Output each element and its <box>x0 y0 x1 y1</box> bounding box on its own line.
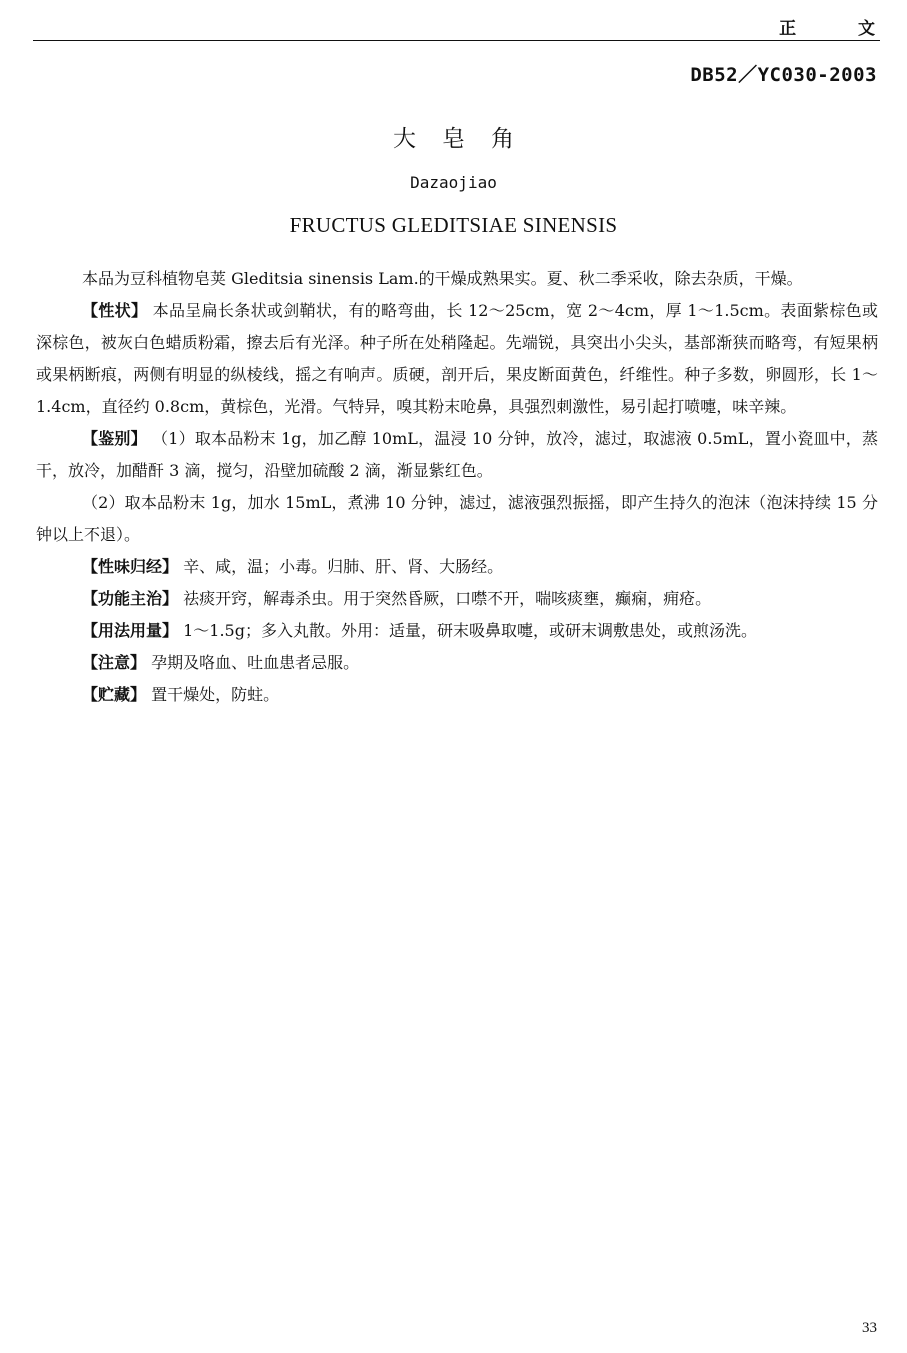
character-label: 【性状】 <box>82 301 148 320</box>
intro-paragraph: 本品为豆科植物皂荚 Gleditsia sinensis Lam.的干燥成熟果实。夏、秋二季采收，除去杂质，干燥。 <box>82 269 803 288</box>
identification-text: （1）取本品粉末 1g，加乙醇 10mL，温浸 10 分钟，放冷，滤过，取滤液 0.5mL，置小瓷皿中，蒸干，放冷，加醋酐 3 滴，搅匀，沿壁加硫酸 2 滴，渐显紫红色。 <box>36 429 878 480</box>
character-text: 本品呈扁长条状或剑鞘状，有的略弯曲，长 12～25cm，宽 2～4cm，厚 1～1.5cm。表面紫棕色或深棕色，被灰白色蜡质粉霜，擦去后有光泽。种子所在处稍隆起。先端锐，具突出小尖头，基部渐狭而略弯，有短果柄或果柄断痕，两侧有明显的纵棱线，摇之有响声。质硬，剖开后，果皮断面黄色，纤维性。种子多数，卵圆形，长 1～1.4cm，直径约 0.8cm，黄棕色，光滑。气特异，嗅其粉末呛鼻，具强烈刺激性，易引起打喷嚏，味辛辣。 <box>36 301 878 416</box>
title-pinyin: Dazaojiao <box>410 173 497 192</box>
section-label: 正 文 <box>779 19 903 39</box>
nature-paragraph <box>36 551 878 583</box>
function-paragraph <box>36 583 878 615</box>
identification-paragraph <box>36 423 878 487</box>
character-paragraph <box>36 295 878 423</box>
caution-paragraph <box>36 647 878 679</box>
title-chinese: 大皂角 <box>393 126 540 152</box>
storage-text: 置干燥处，防蛀。 <box>146 685 280 704</box>
storage-paragraph <box>36 679 878 711</box>
page-number: 33 <box>862 1320 877 1336</box>
usage-paragraph <box>36 615 878 647</box>
usage-text: 1～1.5g；多入丸散。外用：适量，研末吸鼻取嚏，或研末调敷患处，或煎汤洗。 <box>178 621 757 640</box>
caution-label: 【注意】 <box>82 653 147 672</box>
title-latin: FRUCTUS GLEDITSIAE SINENSIS <box>289 213 618 237</box>
function-text: 祛痰开窍，解毒杀虫。用于突然昏厥，口噤不开，喘咳痰壅，癫痫，痈疮。 <box>178 589 712 608</box>
header-rule <box>33 40 880 41</box>
nature-label: 【性味归经】 <box>82 557 179 576</box>
caution-text: 孕期及咯血、吐血患者忌服。 <box>146 653 360 672</box>
function-label: 【功能主治】 <box>82 589 179 608</box>
storage-label: 【贮藏】 <box>82 685 147 704</box>
nature-text: 辛、咸，温；小毒。归肺、肝、肾、大肠经。 <box>178 557 504 576</box>
identification-label: 【鉴别】 <box>82 429 147 448</box>
identification-paragraph-2: （2）取本品粉末 1g，加水 15mL，煮沸 10 分钟，滤过，滤液强烈振摇，即产生持久的泡沫（泡沫持续 15 分钟以上不退）。 <box>36 493 878 544</box>
usage-label: 【用法用量】 <box>82 621 179 640</box>
standard-code: DB52／YC030-2003 <box>690 64 877 86</box>
monograph-body <box>36 263 878 711</box>
